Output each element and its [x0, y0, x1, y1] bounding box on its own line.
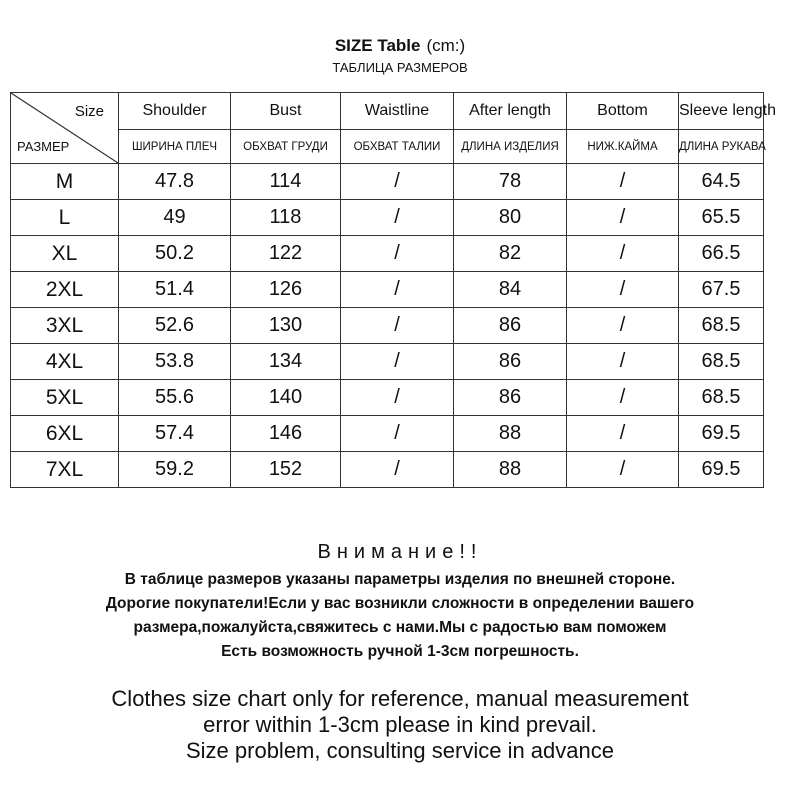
bust-cell: 146: [231, 416, 341, 452]
bottom-cell: /: [567, 164, 679, 200]
waistline-cell: /: [341, 272, 454, 308]
sleeve-length-cell: 66.5: [679, 236, 764, 272]
table-row: [11, 380, 764, 416]
ru-note-line: Дорогие покупатели!Если у вас возникли сложности в определении вашего: [105, 595, 695, 612]
size-table: [10, 92, 776, 488]
column-header-ru-shoulder: ШИРИНА ПЛЕЧ: [119, 130, 231, 164]
bottom-cell: /: [567, 236, 679, 272]
waistline-cell: /: [341, 344, 454, 380]
english-notes: [0, 686, 800, 764]
column-header-bottom: Bottom: [567, 93, 679, 130]
size-table-subtitle: ТАБЛИЦА РАЗМЕРОВ: [332, 60, 468, 75]
size-cell: 5XL: [11, 380, 119, 416]
bust-cell: 152: [231, 452, 341, 488]
russian-notes: [0, 568, 800, 664]
waistline-cell: /: [341, 452, 454, 488]
bottom-cell: /: [567, 416, 679, 452]
sleeve-length-cell: 68.5: [679, 344, 764, 380]
column-header-waistline: Waistline: [341, 93, 454, 130]
bust-cell: 118: [231, 200, 341, 236]
bottom-cell: /: [567, 380, 679, 416]
table-row: [11, 272, 764, 308]
corner-size-label: Size: [74, 103, 104, 120]
shoulder-cell: 47.8: [119, 164, 231, 200]
table-row: [11, 344, 764, 380]
table-row: [11, 200, 764, 236]
column-header-sleeve-length: Sleeve length: [679, 93, 764, 130]
waistline-cell: /: [341, 416, 454, 452]
sleeve-length-cell: 69.5: [679, 452, 764, 488]
sleeve-length-cell: 68.5: [679, 308, 764, 344]
shoulder-cell: 53.8: [119, 344, 231, 380]
after-length-cell: 80: [454, 200, 567, 236]
bust-cell: 114: [231, 164, 341, 200]
size-cell: XL: [11, 236, 119, 272]
bust-cell: 130: [231, 308, 341, 344]
corner-size-label-ru: РАЗМЕР: [17, 139, 70, 154]
after-length-cell: 82: [454, 236, 567, 272]
sleeve-length-cell: 68.5: [679, 380, 764, 416]
waistline-cell: /: [341, 308, 454, 344]
column-header-ru-waist: ОБХВАТ ТАЛИИ: [341, 130, 454, 164]
after-length-cell: 86: [454, 308, 567, 344]
bust-cell: 126: [231, 272, 341, 308]
shoulder-cell: 52.6: [119, 308, 231, 344]
table-row: [11, 164, 764, 200]
column-header-after-length: After length: [454, 93, 567, 130]
corner-cell: [11, 93, 119, 164]
waistline-cell: /: [341, 380, 454, 416]
size-cell: L: [11, 200, 119, 236]
after-length-cell: 88: [454, 452, 567, 488]
shoulder-cell: 59.2: [119, 452, 231, 488]
column-header-ru-bust: ОБХВАТ ГРУДИ: [231, 130, 341, 164]
after-length-cell: 78: [454, 164, 567, 200]
ru-note-line: В таблице размеров указаны параметры изделия по внешней стороне.: [124, 571, 676, 588]
waistline-cell: /: [341, 200, 454, 236]
ru-note-line: размера,пожалуйста,свяжитесь с нами.Мы с радостью вам поможем: [133, 619, 667, 636]
table-row: [11, 308, 764, 344]
bottom-cell: /: [567, 344, 679, 380]
size-cell: 2XL: [11, 272, 119, 308]
table-row: [11, 416, 764, 452]
table-row: [11, 236, 764, 272]
size-cell: 6XL: [11, 416, 119, 452]
column-header-ru-hem: НИЖ.КАЙМА: [567, 130, 679, 164]
bust-cell: 122: [231, 236, 341, 272]
size-cell: 3XL: [11, 308, 119, 344]
table-row: [11, 452, 764, 488]
bottom-cell: /: [567, 308, 679, 344]
after-length-cell: 86: [454, 344, 567, 380]
shoulder-cell: 49: [119, 200, 231, 236]
sleeve-length-cell: 69.5: [679, 416, 764, 452]
sleeve-length-cell: 65.5: [679, 200, 764, 236]
bottom-cell: /: [567, 452, 679, 488]
after-length-cell: 84: [454, 272, 567, 308]
shoulder-cell: 51.4: [119, 272, 231, 308]
after-length-cell: 86: [454, 380, 567, 416]
en-note-line: Size problem, consulting service in advance: [185, 738, 614, 763]
column-header-shoulder: Shoulder: [119, 93, 231, 130]
title-text: SIZE Table: [334, 36, 421, 55]
bust-cell: 134: [231, 344, 341, 380]
shoulder-cell: 50.2: [119, 236, 231, 272]
column-header-ru-length: ДЛИНА ИЗДЕЛИЯ: [454, 130, 567, 164]
sleeve-length-cell: 67.5: [679, 272, 764, 308]
size-cell: M: [11, 164, 119, 200]
header-row-en: [11, 93, 764, 130]
header-row-ru: [11, 130, 764, 164]
waistline-cell: /: [341, 164, 454, 200]
title-unit: (cm:): [426, 36, 466, 55]
shoulder-cell: 55.6: [119, 380, 231, 416]
attention-heading: Внимание!!: [317, 541, 483, 563]
size-table-title: [0, 36, 800, 56]
after-length-cell: 88: [454, 416, 567, 452]
shoulder-cell: 57.4: [119, 416, 231, 452]
ru-note-line: Есть возможность ручной 1-3см погрешность.: [221, 643, 579, 660]
bust-cell: 140: [231, 380, 341, 416]
size-cell: 7XL: [11, 452, 119, 488]
column-header-bust: Bust: [231, 93, 341, 130]
bottom-cell: /: [567, 272, 679, 308]
en-note-line: error within 1-3cm please in kind prevail.: [203, 712, 597, 737]
bottom-cell: /: [567, 200, 679, 236]
size-cell: 4XL: [11, 344, 119, 380]
sleeve-length-cell: 64.5: [679, 164, 764, 200]
waistline-cell: /: [341, 236, 454, 272]
column-header-ru-sleeve: ДЛИНА РУКАВА: [679, 130, 764, 164]
en-note-line: Clothes size chart only for reference, manual measurement: [111, 686, 689, 711]
